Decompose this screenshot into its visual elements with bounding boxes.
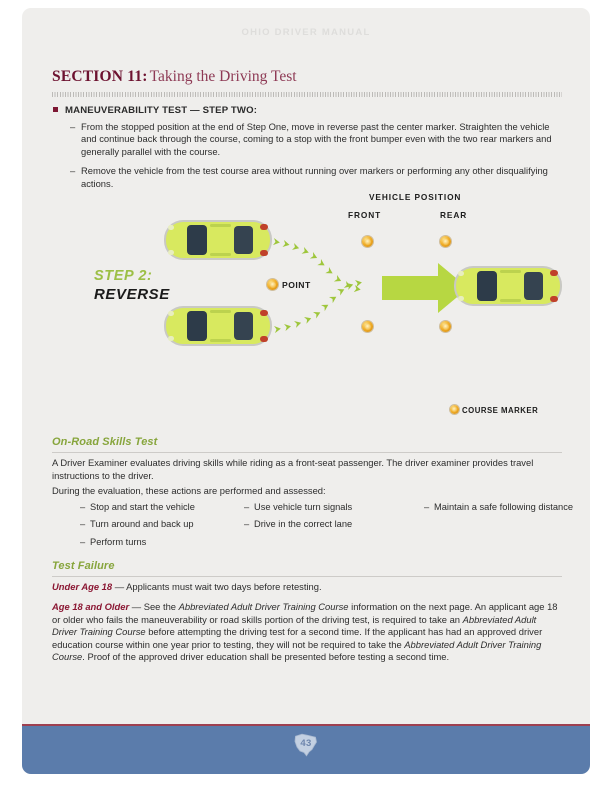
course-name-italic: Abbreviated Adult Driver Training Course — [52, 613, 537, 638]
section-divider — [52, 92, 562, 97]
list-item — [70, 165, 562, 190]
failure-under18-text: — Applicants must wait two days before retesting. — [112, 581, 322, 592]
page-number: 43 — [300, 738, 312, 749]
car-top-icon — [452, 262, 564, 310]
manual-page — [22, 8, 590, 774]
dash-bullet-icon: – — [70, 165, 76, 177]
vehicle-position-label: VEHICLE POSITION — [369, 192, 462, 202]
list-item — [70, 121, 562, 158]
failure-older-text-2: information on the next page. An applicant age 18 or older who fails the maneuverability or road skills portion of the driving test, is required to take an — [52, 601, 558, 625]
course-name-italic: Abbreviated Adult Driver Training Course — [178, 601, 349, 612]
course-marker-icon — [267, 279, 278, 290]
maneuverability-diagram — [52, 190, 564, 430]
course-marker-icon — [440, 321, 451, 332]
dash-bullet-icon: – — [244, 502, 250, 512]
failure-older-lead: Age 18 and Older — [52, 601, 130, 612]
failure-older-text-3: before attempting the driving test for a second time. If the applicant has had an approved driver education course within one year prior to testing, they will not be required to take the — [52, 626, 543, 650]
list-item — [244, 501, 424, 513]
failure-older-text-1: — See the — [129, 601, 179, 612]
failure-under18-lead: Under Age 18 — [52, 581, 113, 592]
step-number-label: STEP 2: — [94, 268, 153, 284]
dash-bullet-icon: – — [80, 502, 86, 512]
list-item — [244, 518, 424, 530]
dash-bullet-icon: – — [80, 519, 86, 530]
skills-column-3 — [424, 501, 580, 553]
course-marker-icon — [440, 236, 451, 247]
maneuverability-list — [70, 121, 562, 197]
skills-column-2 — [244, 501, 424, 553]
dash-bullet-icon: – — [244, 519, 250, 530]
course-marker-icon — [362, 321, 373, 332]
rear-label: REAR — [440, 210, 468, 220]
onroad-paragraph-1: A Driver Examiner evaluates driving skills while riding as a front-seat passenger. The driver examiner provides travel instructions to the driver. — [52, 457, 534, 481]
running-header: OHIO DRIVER MANUAL — [241, 27, 371, 38]
car-top-icon — [162, 302, 274, 350]
dash-bullet-icon: – — [80, 536, 86, 547]
list-item-text: Drive in the correct lane — [254, 519, 353, 530]
list-item-text: Use vehicle turn signals — [254, 502, 353, 512]
skills-columns — [80, 501, 580, 553]
list-item-text: Turn around and back up — [90, 519, 194, 530]
course-name-italic: Abbreviated Adult Driver Training Course — [52, 638, 542, 663]
dash-bullet-icon: – — [70, 121, 76, 132]
list-item-text: From the stopped position at the end of Step One, move in reverse past the center marker. Straighten the vehicle and continue back through the course, coming to a stop with the front bumper even with the two rear markers and generally parallel with the course. — [81, 121, 552, 157]
page-number-badge — [293, 733, 319, 757]
skills-column-1 — [80, 501, 244, 553]
list-item-text: Perform turns — [90, 536, 147, 547]
failure-older-text-4: . Proof of the approved driver education shall be presented before testing a second time. — [82, 651, 450, 663]
onroad-divider — [52, 452, 562, 453]
point-label: POINT — [282, 280, 311, 290]
section-heading — [52, 68, 562, 86]
onroad-paragraph-2: During the evaluation, these actions are performed and assessed: — [52, 485, 326, 496]
failure-under18-paragraph — [52, 581, 562, 594]
footer-bar — [22, 726, 590, 774]
list-item-text: Maintain a safe following distance — [434, 502, 574, 512]
section-title: Taking the Driving Test — [149, 68, 297, 85]
failure-divider — [52, 576, 562, 577]
legend-marker-icon — [450, 405, 459, 414]
list-item-text: Stop and start the vehicle — [90, 502, 195, 512]
car-top-icon — [162, 216, 274, 264]
step-action-label: REVERSE — [94, 286, 170, 303]
dash-bullet-icon: – — [424, 502, 430, 512]
failure-heading: Test Failure — [52, 560, 115, 572]
section-number: SECTION 11: — [52, 68, 148, 85]
front-label: FRONT — [348, 210, 382, 220]
onroad-heading: On-Road Skills Test — [52, 436, 158, 448]
list-item — [80, 518, 244, 530]
course-marker-icon — [362, 236, 373, 247]
maneuverability-heading — [53, 105, 257, 116]
list-item — [80, 536, 244, 548]
list-item — [424, 501, 580, 513]
failure-older-paragraph — [52, 601, 562, 664]
square-bullet-icon — [53, 107, 58, 112]
legend-label: COURSE MARKER — [462, 406, 539, 415]
list-item-text: Remove the vehicle from the test course area without running over markers or performing any other disqualifying actions. — [81, 165, 548, 189]
list-item — [80, 501, 244, 513]
maneuverability-heading-text: MANEUVERABILITY TEST — STEP TWO: — [65, 105, 258, 116]
